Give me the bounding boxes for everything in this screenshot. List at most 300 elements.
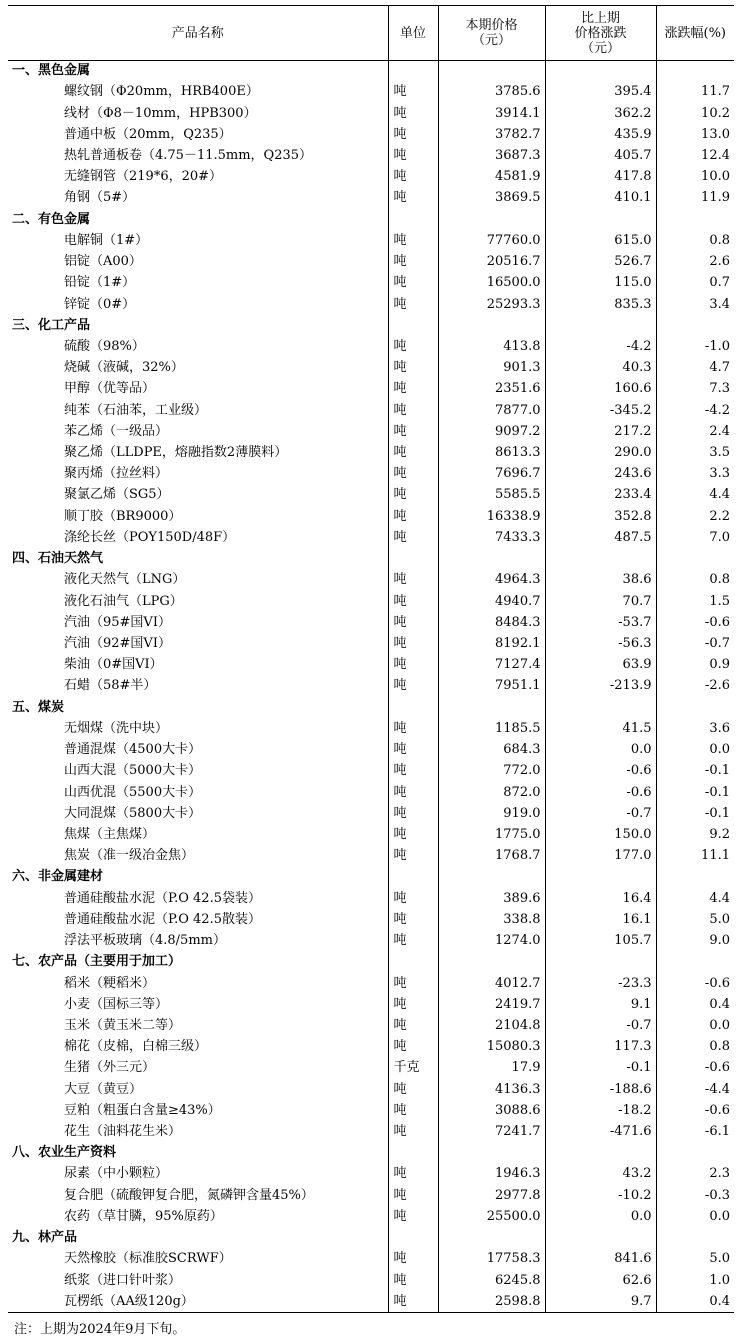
empty-cell (438, 61, 545, 82)
change-percent-cell: -4.2 (656, 400, 734, 421)
table-row (8, 909, 734, 930)
unit-cell: 吨 (388, 761, 438, 782)
product-name-cell: 瓦楞纸（AA级120g） (8, 1291, 388, 1312)
empty-cell (545, 209, 656, 230)
table-row (8, 930, 734, 951)
unit-cell: 吨 (388, 400, 438, 421)
current-price-cell: 7127.4 (438, 655, 545, 676)
unit-cell: 吨 (388, 1164, 438, 1185)
current-price-cell: 8613.3 (438, 442, 545, 463)
current-price-cell: 3914.1 (438, 103, 545, 124)
current-price-cell: 1274.0 (438, 930, 545, 951)
current-price-cell: 4012.7 (438, 973, 545, 994)
table-row (8, 633, 734, 654)
change-percent-cell: 7.3 (656, 379, 734, 400)
change-percent-cell: -0.6 (656, 1100, 734, 1121)
price-change-cell: 615.0 (545, 230, 656, 251)
empty-cell (388, 549, 438, 570)
current-price-cell: 5585.5 (438, 485, 545, 506)
empty-cell (545, 867, 656, 888)
unit-cell: 吨 (388, 930, 438, 951)
price-change-cell: 105.7 (545, 930, 656, 951)
product-name-cell: 生猪（外三元） (64, 1060, 156, 1076)
table-row (8, 761, 734, 782)
product-name-cell: 山西大混（5000大卡） (64, 763, 202, 779)
category-row (8, 867, 734, 888)
product-name-cell: 烧碱（液碱，32%） (64, 360, 184, 376)
empty-cell (656, 315, 734, 336)
empty-cell (388, 209, 438, 230)
empty-cell (388, 867, 438, 888)
current-price-cell: 1768.7 (438, 846, 545, 867)
product-name-cell: 玉米（黄玉米二等） (64, 1017, 182, 1033)
change-percent-cell: 12.4 (656, 145, 734, 166)
current-price-cell: 3088.6 (438, 1100, 545, 1121)
product-name-cell: 豆粕（粗蛋白含量≥43%） (64, 1102, 221, 1118)
product-name-cell: 铝锭（A00） (64, 254, 142, 270)
change-percent-cell: 9.2 (656, 824, 734, 845)
price-change-cell: -0.7 (545, 803, 656, 824)
table-row (8, 294, 734, 315)
price-change-cell: 63.9 (545, 655, 656, 676)
unit-cell: 吨 (388, 591, 438, 612)
table-row (8, 145, 734, 166)
product-name-cell: 线材（Φ8－10mm，HPB300） (64, 105, 257, 121)
product-name-cell: 电解铜（1#） (64, 232, 149, 248)
table-row (8, 676, 734, 697)
product-name-cell: 汽油（92#国VI） (64, 636, 171, 652)
unit-cell: 吨 (388, 464, 438, 485)
price-change-cell: 526.7 (545, 251, 656, 272)
change-percent-cell: 2.2 (656, 506, 734, 527)
change-percent-cell: 2.3 (656, 1164, 734, 1185)
price-change-cell: 362.2 (545, 103, 656, 124)
header-unit: 单位 (388, 6, 438, 61)
change-percent-cell: 11.1 (656, 846, 734, 867)
current-price-cell: 4940.7 (438, 591, 545, 612)
header-price-change-line3: （元） (580, 40, 620, 56)
category-label: 五、煤炭 (12, 699, 65, 715)
product-name-cell: 硫酸（98%） (64, 338, 145, 354)
current-price-cell: 16500.0 (438, 273, 545, 294)
price-change-cell: -213.9 (545, 676, 656, 697)
change-percent-cell: -6.1 (656, 1121, 734, 1142)
change-percent-cell: 7.0 (656, 527, 734, 548)
unit-cell: 吨 (388, 676, 438, 697)
price-change-cell: 16.4 (545, 888, 656, 909)
price-change-cell: 217.2 (545, 421, 656, 442)
empty-cell (438, 1228, 545, 1249)
table-row (8, 358, 734, 379)
empty-cell (388, 952, 438, 973)
table-row (8, 570, 734, 591)
header-product-name: 产品名称 (8, 6, 388, 61)
empty-cell (656, 867, 734, 888)
change-percent-cell: -0.1 (656, 761, 734, 782)
price-change-cell: -0.1 (545, 1058, 656, 1079)
change-percent-cell: -2.6 (656, 676, 734, 697)
empty-cell (438, 952, 545, 973)
category-row (8, 209, 734, 230)
table-row (8, 846, 734, 867)
price-change-cell: 841.6 (545, 1249, 656, 1270)
price-change-cell: -0.6 (545, 782, 656, 803)
change-percent-cell: -1.0 (656, 336, 734, 357)
change-percent-cell: 1.0 (656, 1270, 734, 1291)
unit-cell: 吨 (388, 167, 438, 188)
empty-cell (545, 315, 656, 336)
unit-cell: 吨 (388, 994, 438, 1015)
current-price-cell: 901.3 (438, 358, 545, 379)
table-row (8, 379, 734, 400)
category-row (8, 952, 734, 973)
empty-cell (438, 867, 545, 888)
header-current-price (438, 6, 545, 61)
empty-cell (388, 315, 438, 336)
unit-cell: 吨 (388, 909, 438, 930)
unit-cell: 吨 (388, 82, 438, 103)
category-label: 四、石油天然气 (12, 551, 104, 567)
change-percent-cell: 2.6 (656, 251, 734, 272)
empty-cell (656, 1143, 734, 1164)
unit-cell: 吨 (388, 718, 438, 739)
current-price-cell: 6245.8 (438, 1270, 545, 1291)
current-price-cell: 8192.1 (438, 633, 545, 654)
change-percent-cell: 3.5 (656, 442, 734, 463)
empty-cell (656, 697, 734, 718)
price-change-cell: 150.0 (545, 824, 656, 845)
unit-cell: 吨 (388, 1015, 438, 1036)
product-name-cell: 稻米（粳稻米） (64, 975, 156, 991)
table-row (8, 1206, 734, 1227)
product-name-cell: 涤纶长丝（POY150D/48F） (64, 529, 236, 545)
current-price-cell: 7696.7 (438, 464, 545, 485)
table-row (8, 612, 734, 633)
table-row (8, 421, 734, 442)
price-change-cell: -18.2 (545, 1100, 656, 1121)
price-change-cell: 43.2 (545, 1164, 656, 1185)
price-change-cell: 417.8 (545, 167, 656, 188)
category-row (8, 1228, 734, 1249)
product-name-cell: 普通硅酸盐水泥（P.O 42.5散装） (64, 911, 261, 927)
current-price-cell: 17.9 (438, 1058, 545, 1079)
unit-cell: 吨 (388, 1121, 438, 1142)
product-name-cell: 螺纹钢（Φ20mm，HRB400E） (64, 84, 259, 100)
unit-cell: 吨 (388, 888, 438, 909)
empty-cell (656, 952, 734, 973)
category-row (8, 549, 734, 570)
product-name-cell: 甲醇（优等品） (64, 381, 156, 397)
change-percent-cell: 10.2 (656, 103, 734, 124)
current-price-cell: 7951.1 (438, 676, 545, 697)
current-price-cell: 16338.9 (438, 506, 545, 527)
product-name-cell: 普通混煤（4500大卡） (64, 742, 202, 758)
current-price-cell: 7241.7 (438, 1121, 545, 1142)
change-percent-cell: 0.9 (656, 655, 734, 676)
change-percent-cell: 3.3 (656, 464, 734, 485)
current-price-cell: 20516.7 (438, 251, 545, 272)
price-change-cell: 0.0 (545, 740, 656, 761)
price-change-cell: 177.0 (545, 846, 656, 867)
current-price-cell: 15080.3 (438, 1037, 545, 1058)
table-row (8, 273, 734, 294)
product-name-cell: 汽油（95#国VI） (64, 614, 171, 630)
price-change-cell: 290.0 (545, 442, 656, 463)
table-row (8, 336, 734, 357)
current-price-cell: 389.6 (438, 888, 545, 909)
product-name-cell: 大豆（黄豆） (64, 1081, 143, 1097)
price-change-cell: -188.6 (545, 1079, 656, 1100)
current-price-cell: 1185.5 (438, 718, 545, 739)
unit-cell: 吨 (388, 1270, 438, 1291)
table-row (8, 1121, 734, 1142)
change-percent-cell: -0.1 (656, 803, 734, 824)
product-name-cell: 花生（油料花生米） (64, 1124, 182, 1140)
footnote: 注：上期为2024年9月下旬。 (14, 1322, 186, 1337)
table-row (8, 1185, 734, 1206)
price-change-cell: -53.7 (545, 612, 656, 633)
empty-cell (545, 697, 656, 718)
table-body (8, 61, 734, 1313)
product-name-cell: 聚乙烯（LLDPE，熔融指数2薄膜料） (64, 445, 288, 461)
table-row (8, 400, 734, 421)
current-price-cell: 9097.2 (438, 421, 545, 442)
current-price-cell: 338.8 (438, 909, 545, 930)
empty-cell (438, 1143, 545, 1164)
current-price-cell: 2598.8 (438, 1291, 545, 1312)
price-table (8, 5, 734, 1313)
current-price-cell: 25500.0 (438, 1206, 545, 1227)
table-row (8, 1079, 734, 1100)
unit-cell: 吨 (388, 145, 438, 166)
price-change-cell: 487.5 (545, 527, 656, 548)
current-price-cell: 77760.0 (438, 230, 545, 251)
price-change-cell: 233.4 (545, 485, 656, 506)
table-row (8, 167, 734, 188)
current-price-cell: 1946.3 (438, 1164, 545, 1185)
table-row (8, 527, 734, 548)
price-change-cell: 38.6 (545, 570, 656, 591)
table-row (8, 251, 734, 272)
empty-cell (438, 549, 545, 570)
current-price-cell: 772.0 (438, 761, 545, 782)
empty-cell (545, 952, 656, 973)
change-percent-cell: -4.4 (656, 1079, 734, 1100)
price-change-cell: 0.0 (545, 1206, 656, 1227)
change-percent-cell: 9.0 (656, 930, 734, 951)
product-name-cell: 普通中板（20mm，Q235） (64, 126, 232, 142)
unit-cell: 吨 (388, 1100, 438, 1121)
header-current-price-line1: 本期价格 (465, 18, 518, 33)
change-percent-cell: 0.8 (656, 1037, 734, 1058)
unit-cell: 吨 (388, 846, 438, 867)
change-percent-cell: 0.7 (656, 273, 734, 294)
unit-cell: 吨 (388, 527, 438, 548)
table-row (8, 655, 734, 676)
unit-cell: 千克 (388, 1058, 438, 1079)
current-price-cell: 872.0 (438, 782, 545, 803)
price-change-cell: 70.7 (545, 591, 656, 612)
product-name-cell: 天然橡胶（标准胶SCRWF） (64, 1251, 232, 1267)
table-row (8, 973, 734, 994)
table-row (8, 1037, 734, 1058)
table-row (8, 442, 734, 463)
unit-cell: 吨 (388, 124, 438, 145)
category-label: 二、有色金属 (12, 211, 91, 227)
category-row (8, 61, 734, 82)
current-price-cell: 2419.7 (438, 994, 545, 1015)
table-row (8, 591, 734, 612)
change-percent-cell: -0.6 (656, 1058, 734, 1079)
table-row (8, 124, 734, 145)
category-row (8, 697, 734, 718)
unit-cell: 吨 (388, 824, 438, 845)
unit-cell: 吨 (388, 612, 438, 633)
change-percent-cell: -0.6 (656, 973, 734, 994)
price-change-cell: 62.6 (545, 1270, 656, 1291)
product-name-cell: 棉花（皮棉，白棉三级） (64, 1039, 208, 1055)
current-price-cell: 8484.3 (438, 612, 545, 633)
unit-cell: 吨 (388, 485, 438, 506)
product-name-cell: 小麦（国标三等） (64, 996, 169, 1012)
product-name-cell: 大同混煤（5800大卡） (64, 805, 202, 821)
header-current-price-line2: （元） (471, 33, 511, 48)
product-name-cell: 农药（草甘膦，95%原药） (64, 1208, 223, 1224)
price-change-cell: 395.4 (545, 82, 656, 103)
change-percent-cell: 0.0 (656, 1206, 734, 1227)
change-percent-cell: 4.7 (656, 358, 734, 379)
unit-cell: 吨 (388, 251, 438, 272)
current-price-cell: 684.3 (438, 740, 545, 761)
product-name-cell: 焦炭（准一级冶金焦） (64, 848, 195, 864)
change-percent-cell: -0.1 (656, 782, 734, 803)
unit-cell: 吨 (388, 973, 438, 994)
current-price-cell: 3687.3 (438, 145, 545, 166)
product-name-cell: 尿素（中小颗粒） (64, 1166, 169, 1182)
unit-cell: 吨 (388, 273, 438, 294)
table-row (8, 740, 734, 761)
change-percent-cell: 1.5 (656, 591, 734, 612)
table-row (8, 82, 734, 103)
change-percent-cell: 0.8 (656, 230, 734, 251)
table-row (8, 1291, 734, 1312)
change-percent-cell: -0.6 (656, 612, 734, 633)
unit-cell: 吨 (388, 1249, 438, 1270)
product-name-cell: 铅锭（1#） (64, 275, 136, 291)
current-price-cell: 3869.5 (438, 188, 545, 209)
product-name-cell: 无烟煤（洗中块） (64, 720, 169, 736)
price-change-cell: 435.9 (545, 124, 656, 145)
product-name-cell: 角钢（5#） (64, 190, 136, 206)
current-price-cell: 3785.6 (438, 82, 545, 103)
unit-cell: 吨 (388, 230, 438, 251)
change-percent-cell: 5.0 (656, 909, 734, 930)
current-price-cell: 7433.3 (438, 527, 545, 548)
empty-cell (388, 61, 438, 82)
unit-cell: 吨 (388, 1206, 438, 1227)
table-row (8, 103, 734, 124)
empty-cell (388, 1228, 438, 1249)
price-change-cell: 160.6 (545, 379, 656, 400)
unit-cell: 吨 (388, 358, 438, 379)
current-price-cell: 4581.9 (438, 167, 545, 188)
table-row (8, 1100, 734, 1121)
product-name-cell: 纸浆（进口针叶浆） (64, 1272, 182, 1288)
empty-cell (438, 209, 545, 230)
table-row (8, 1015, 734, 1036)
unit-cell: 吨 (388, 1185, 438, 1206)
product-name-cell: 聚氯乙烯（SG5） (64, 487, 170, 503)
unit-cell: 吨 (388, 336, 438, 357)
current-price-cell: 2977.8 (438, 1185, 545, 1206)
current-price-cell: 4964.3 (438, 570, 545, 591)
product-name-cell: 热轧普通板卷（4.75－11.5mm，Q235） (64, 147, 313, 163)
current-price-cell: 17758.3 (438, 1249, 545, 1270)
empty-cell (656, 549, 734, 570)
product-name-cell: 浮法平板玻璃（4.8/5mm） (64, 933, 226, 949)
change-percent-cell: 0.4 (656, 994, 734, 1015)
change-percent-cell: 4.4 (656, 888, 734, 909)
table-row (8, 803, 734, 824)
empty-cell (545, 1228, 656, 1249)
empty-cell (388, 1143, 438, 1164)
table-row (8, 1058, 734, 1079)
change-percent-cell: 11.9 (656, 188, 734, 209)
change-percent-cell: 5.0 (656, 1249, 734, 1270)
change-percent-cell: 11.7 (656, 82, 734, 103)
change-percent-cell: 3.6 (656, 718, 734, 739)
price-change-cell: -0.7 (545, 1015, 656, 1036)
price-change-cell: 410.1 (545, 188, 656, 209)
change-percent-cell: 10.0 (656, 167, 734, 188)
product-name-cell: 液化天然气（LNG） (64, 572, 186, 588)
change-percent-cell: 0.4 (656, 1291, 734, 1312)
product-name-cell: 复合肥（硫酸钾复合肥，氮磷钾含量45%） (64, 1187, 314, 1203)
table-row (8, 485, 734, 506)
unit-cell: 吨 (388, 1291, 438, 1312)
product-name-cell: 山西优混（5500大卡） (64, 784, 202, 800)
category-row (8, 315, 734, 336)
header-price-change-line2: 价格涨跌 (574, 25, 627, 41)
unit-cell: 吨 (388, 782, 438, 803)
price-change-cell: -0.6 (545, 761, 656, 782)
unit-cell: 吨 (388, 379, 438, 400)
table-row (8, 188, 734, 209)
price-change-cell: 41.5 (545, 718, 656, 739)
product-name-cell: 石蜡（58#半） (64, 678, 157, 694)
price-change-cell: -56.3 (545, 633, 656, 654)
table-row (8, 994, 734, 1015)
category-label: 一、黑色金属 (12, 63, 91, 79)
unit-cell: 吨 (388, 188, 438, 209)
product-name-cell: 普通硅酸盐水泥（P.O 42.5袋装） (64, 890, 261, 906)
change-percent-cell: 2.4 (656, 421, 734, 442)
empty-cell (545, 549, 656, 570)
header-price-change (545, 6, 656, 61)
product-name-cell: 聚丙烯（拉丝料） (64, 466, 169, 482)
change-percent-cell: 3.4 (656, 294, 734, 315)
unit-cell: 吨 (388, 421, 438, 442)
category-label: 六、非金属建材 (12, 869, 104, 885)
table-row (8, 1249, 734, 1270)
product-name-cell: 锌锭（0#） (64, 296, 136, 312)
category-label: 八、农业生产资料 (12, 1145, 117, 1161)
unit-cell: 吨 (388, 655, 438, 676)
unit-cell: 吨 (388, 506, 438, 527)
product-name-cell: 纯苯（石油苯，工业级） (64, 402, 208, 418)
unit-cell: 吨 (388, 294, 438, 315)
price-change-cell: -471.6 (545, 1121, 656, 1142)
